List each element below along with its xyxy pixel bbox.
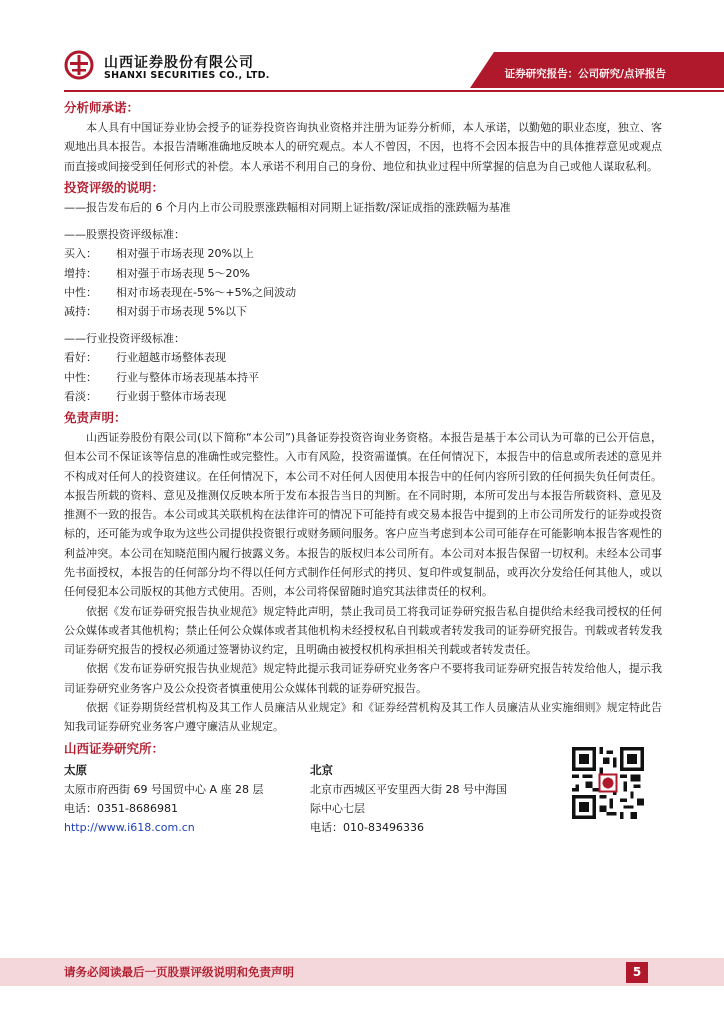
beijing-address-line2: 际中心七层: [310, 801, 365, 815]
company-name-en: SHANXI SECURITIES CO., LTD.: [104, 70, 270, 81]
rating-desc: 相对弱于市场表现 5%以下: [116, 304, 247, 318]
rating-label: 看淡：: [64, 389, 97, 403]
disclaimer-paragraph: 依据《发布证券研究报告执业规范》规定特此提示我司证券研究业务客户不要将我司证券研究报告转发给他人，提示我司证券研究业务客户及公众投资者慎重使用公众媒体刊载的证券研究报告。: [64, 662, 662, 695]
rating-desc: 行业超越市场整体表现: [116, 351, 226, 365]
rating-label: 减持：: [64, 304, 97, 318]
rating-desc: 行业与整体市场表现基本持平: [116, 370, 259, 384]
industry-rating-row: [64, 348, 662, 367]
industry-rating-row: [64, 368, 662, 387]
page-number: 5: [626, 962, 648, 983]
rating-desc: 相对强于市场表现 20%以上: [116, 247, 254, 261]
rating-label: 看好：: [64, 351, 97, 365]
header-divider: [64, 90, 724, 92]
rating-label: 中性：: [64, 285, 97, 299]
report-type-label: 证券研究报告：公司研究/点评报告: [504, 68, 666, 80]
stock-rating-row: [64, 283, 662, 302]
footer-notice: 请务必阅读最后一页股票评级说明和免责声明: [64, 965, 294, 979]
stock-rating-list: [64, 244, 662, 321]
institute-section-title: 山西证券研究所：: [64, 740, 165, 756]
stock-rating-row: [64, 302, 662, 321]
analyst-statement: 本人具有中国证券业协会授予的证券投资咨询执业资格并注册为证券分析师，本人承诺，以勤勉的职业态度，独立、客观地出具本报告。本报告清晰准确地反映本人的研究观点。本人不曾因，不因，也将不会因本报告中的具体推荐意见或观点而直接或间接受到任何形式的补偿。本人承诺不利用自己的身份、地位和执业过程中所掌握的信息为自己或他人谋取私利。: [64, 121, 662, 173]
stock-rating-header: ——股票投资评级标准：: [64, 228, 185, 242]
taiyuan-city: 太原: [64, 762, 87, 777]
disclaimer-paragraph: 依据《证券期货经营机构及其工作人员廉洁从业规定》和《证券经营机构及其工作人员廉洁从业实施细则》规定特此告知我司证券研究业务客户遵守廉洁从业规定。: [64, 701, 662, 734]
report-body: [64, 96, 662, 857]
beijing-city: 北京: [310, 762, 333, 777]
company-name-cn: 山西证券股份有限公司: [104, 55, 254, 71]
stock-rating-row: [64, 244, 662, 263]
industry-rating-header: ——行业投资评级标准：: [64, 332, 185, 346]
disclaimer-section-title: 免责声明：: [64, 409, 127, 425]
beijing-phone: 电话：010-83496336: [310, 820, 424, 834]
industry-rating-row: [64, 387, 662, 406]
taiyuan-address: 太原市府西街 69 号国贸中心 A 座 28 层: [64, 782, 264, 796]
page-header: [0, 0, 724, 92]
company-logo-icon: [64, 50, 94, 80]
rating-desc: 行业弱于整体市场表现: [116, 389, 226, 403]
taiyuan-contact: [64, 761, 304, 837]
rating-label: 买入：: [64, 247, 97, 261]
disclaimer-paragraph: 山西证券股份有限公司(以下简称“本公司”)具备证券投资咨询业务资格。本报告是基于本公司认为可靠的已公开信息，但本公司不保证该等信息的准确性或完整性。入市有风险，投资需谨慎。在任何情况下，本报告中的信息或所表述的意见并不构成对任何人的投资建议。在任何情况下，本公司不对任何人因使用本报告中的任何内容所引致的任何损失负任何责任。本报告所载的资料、意见及推测仅反映本所于发布本报告当日的判断。在不同时期，本所可发出与本报告所载资料、意见及推测不一致的报告。本公司或其关联机构在法律许可的情况下可能持有或交易本报告中提到的上市公司所发行的证券或投资标的，还可能为或争取为这些公司提供投资银行或财务顾问服务。客户应当考虑到本公司可能存在可能影响本报告客观性的利益冲突。本公司在知晓范围内履行披露义务。本报告的版权归本公司所有。本公司对本报告保留一切权利。未经本公司事先书面授权，本报告的任何部分均不得以任何方式制作任何形式的拷贝、复印件或复制品，或再次分发给任何其他人，或以任何侵犯本公司版权的其他方式使用。否则，本公司将保留随时追究其法律责任的权利。: [64, 430, 662, 599]
disclaimer-paragraph: 依据《发布证券研究报告执业规范》规定特此声明，禁止我司员工将我司证券研究报告私自提供给未经我司授权的任何公众媒体或者其他机构；禁止任何公众媒体或者其他机构未经授权私自刊载或者转发我司的证券研究报告。刊载或者转发我司证券研究报告的授权必须通过签署协议约定，且明确由被授权机构承担相关刊载或者转发责任。: [64, 604, 662, 657]
rating-basis: ——报告发布后的 6 个月内上市公司股票涨跌幅相对同期上证指数/深证成指的涨跌幅为基准: [64, 200, 511, 214]
spacer: [64, 321, 662, 329]
stock-rating-row: [64, 264, 662, 283]
taiyuan-phone: 电话：0351-8686981: [64, 801, 178, 815]
qr-code-icon: [572, 747, 644, 819]
spacer: [64, 217, 662, 225]
beijing-address-line1: 北京市西城区平安里西大街 28 号中海国: [310, 782, 507, 796]
analyst-section-title: 分析师承诺：: [64, 100, 140, 115]
beijing-contact: [310, 761, 550, 837]
rating-label: 增持：: [64, 266, 97, 280]
website-link[interactable]: http://www.i618.com.cn: [64, 820, 195, 834]
contact-block: [64, 761, 662, 857]
rating-desc: 相对市场表现在-5%～+5%之间波动: [116, 285, 297, 299]
page-footer: [0, 958, 724, 986]
rating-label: 中性：: [64, 370, 97, 384]
rating-section-title: 投资评级的说明：: [64, 179, 165, 195]
rating-desc: 相对强于市场表现 5～20%: [116, 266, 250, 280]
industry-rating-list: [64, 348, 662, 406]
